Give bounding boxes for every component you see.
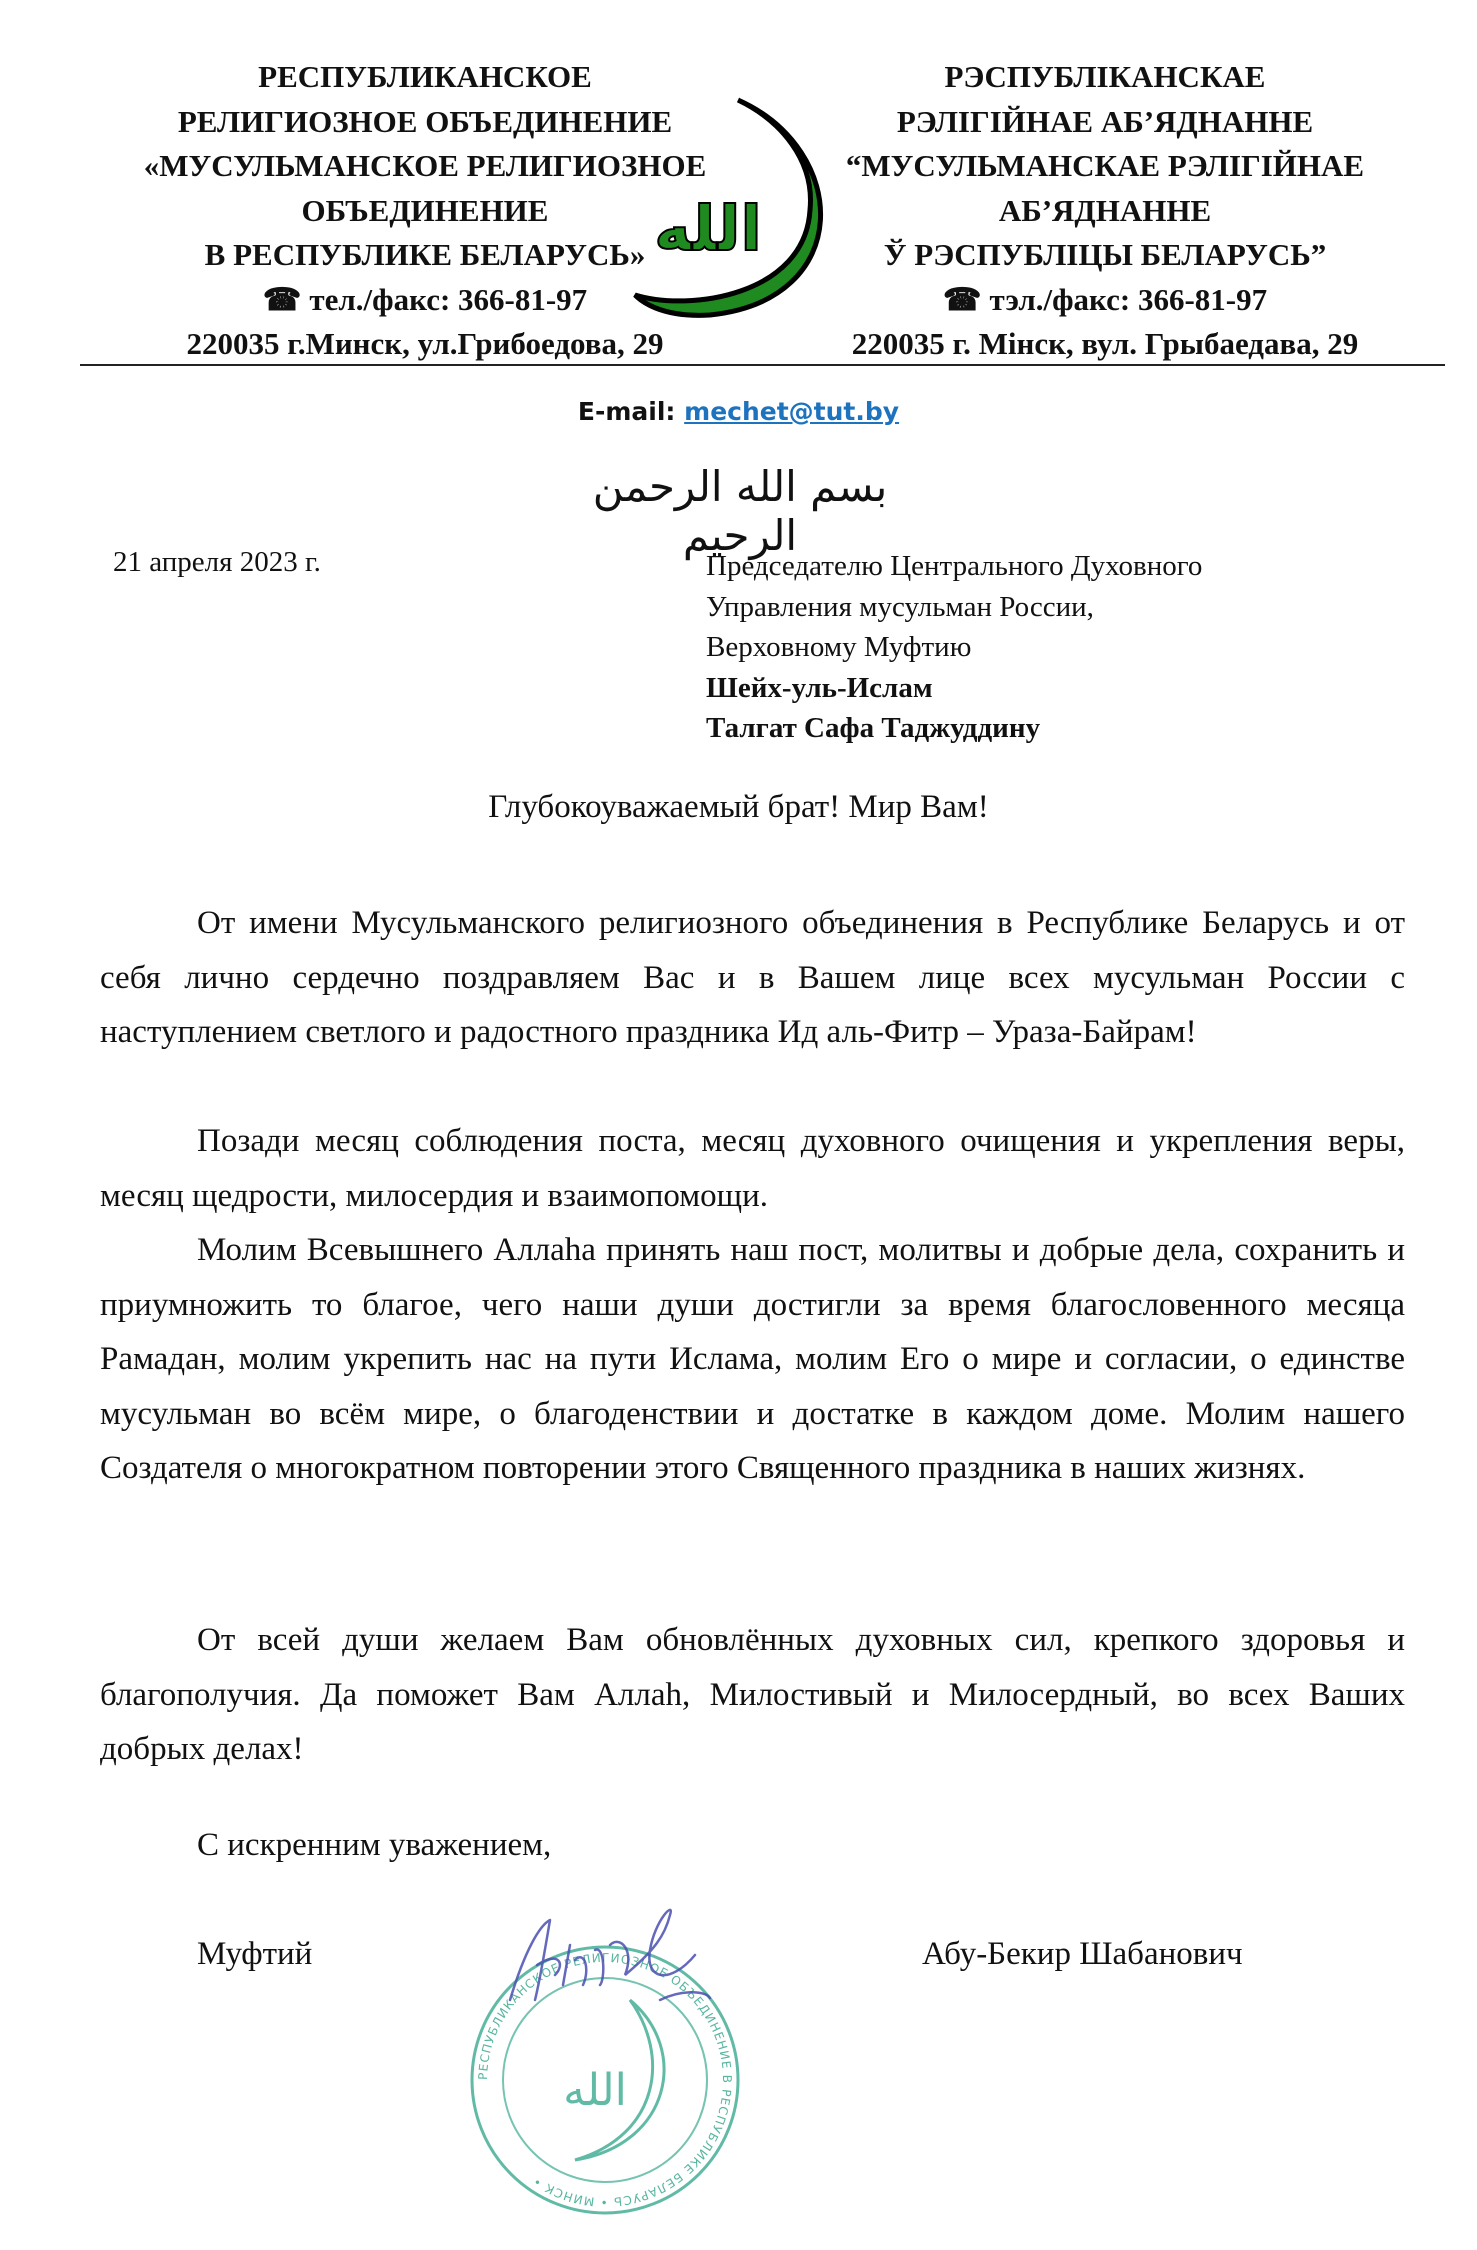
letterhead-line: “МУСУЛЬМАНСКАЕ РЭЛІГІЙНАЕ — [845, 148, 1365, 183]
letter-paragraph — [100, 896, 1405, 1060]
email-link[interactable]: mechet@tut.by — [684, 397, 900, 426]
letterhead-line: РЕЛИГИОЗНОЕ ОБЪЕДИНЕНИЕ — [177, 103, 673, 139]
addressee-line: Управления мусульман России, — [706, 590, 1094, 623]
phone-fax: тел./факс: 366-81-97 — [309, 281, 588, 317]
stamp-text-icon: РЕСПУБЛИКАНСКОЕ РЕЛИГИОЗНОЕ ОБЪЕДИНЕНИЕ В РЕСПУБЛИКЕ БЕЛАРУСЬ • МИНСК • — [475, 1950, 735, 2210]
addressee-line: Председателю Центрального Духовного — [706, 550, 1203, 582]
closing: С искренним уважением, — [197, 1827, 552, 1863]
paragraph-text: Молим Всевышнего Аллаhа принять наш пост, молитвы и добрые дела, сохранить и приумножить то благое, чего наши души достигли за время благословенного месяца Рамадан, молим укрепить нас на пути Ислама, молим Его о мире и согласии, о единстве мусульман во всём мире, о благоденствии и достатке в каждом доме. Молим нашего Создателя о многократном повторении этого Священного праздника в наших жизнях. — [100, 1232, 1405, 1486]
address: 220035 г. Мінск, вул. Грыбаедава, 29 — [851, 326, 1359, 361]
letter-date: 21 апреля 2023 г. — [113, 546, 321, 578]
phone-fax: тэл./факс: 366-81-97 — [989, 281, 1268, 317]
letterhead-line: АБ’ЯДНАННЕ — [998, 192, 1212, 228]
paragraph-text: От имени Мусульманского религиозного объединения в Республике Беларусь и от себя лично сердечно поздравляем Вас и в Вашем лице всех мусульман России с наступлением светлого и радостного праздника Ид аль-Фитр – Ураза-Байрам! — [100, 905, 1405, 1050]
letterhead-right — [805, 55, 1405, 367]
signatory-title: Муфтий — [197, 1936, 313, 1972]
addressee-line: Верховному Муфтию — [706, 631, 972, 663]
addressee-title: Шейх-уль-Ислам — [706, 671, 933, 704]
letterhead-line: РЭСПУБЛІКАНСКАЕ — [944, 59, 1266, 94]
letter-paragraph — [100, 1223, 1405, 1496]
paragraph-text: Позади месяц соблюдения поста, месяц духовного очищения и укрепления веры, месяц щедрости, милосердия и взаимопомощи. — [100, 1123, 1405, 1214]
allah-calligraphy-icon: الله — [654, 192, 762, 265]
email-label: E-mail: — [577, 397, 676, 426]
email-line — [0, 397, 1477, 426]
salutation: Глубокоуважаемый брат! Мир Вам! — [488, 789, 989, 825]
letterhead-line: «МУСУЛЬМАНСКОЕ РЕЛИГИОЗНОЕ — [143, 148, 707, 183]
letter-paragraph — [100, 1114, 1405, 1223]
paragraph-text: От всей души желаем Вам обновлённых духовных сил, крепкого здоровья и благополучия. Да поможет Вам Аллаh, Милостивый и Милосердный, во всех Ваших добрых делах! — [100, 1622, 1405, 1767]
letterhead-line: Ў РЭСПУБЛІЦЫ БЕЛАРУСЬ” — [883, 237, 1327, 272]
addressee-block — [706, 546, 1202, 749]
address: 220035 г.Минск, ул.Грибоедова, 29 — [186, 326, 664, 361]
letter-paragraph — [100, 1613, 1405, 1777]
letterhead-line: В РЕСПУБЛИКЕ БЕЛАРУСЬ» — [204, 237, 646, 272]
header-divider — [80, 364, 1445, 366]
addressee-name: Талгат Сафа Таджуддину — [706, 712, 1041, 744]
telephone-icon: ☎ — [942, 281, 982, 317]
letterhead-line: ОБЪЕДИНЕНИЕ — [301, 192, 549, 228]
letterhead-line: РЕСПУБЛИКАНСКОЕ — [258, 59, 592, 94]
telephone-icon: ☎ — [262, 281, 302, 317]
basmala: بسم الله الرحمن الرحيم — [592, 462, 888, 560]
stamp-allah-icon: الله — [563, 2065, 627, 2116]
official-stamp — [455, 1890, 755, 2220]
signatory-name: Абу-Бекир Шабанович — [922, 1936, 1243, 1972]
phone-line — [805, 278, 1405, 323]
letterhead-line: РЭЛІГІЙНАЕ АБ’ЯДНАННЕ — [896, 103, 1314, 139]
